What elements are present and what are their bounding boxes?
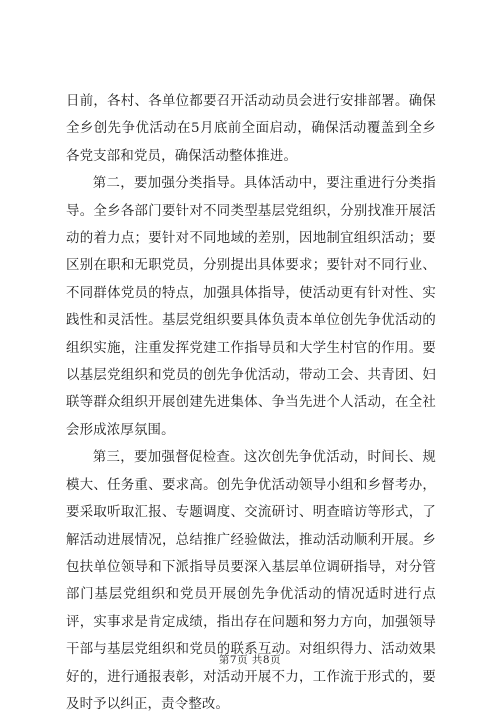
paragraph-2: 第二，要加强分类指导。具体活动中，要注重进行分类指导。全乡各部门要针对不同类型基层党组织，分别找准开展活动的着力点；要针对不同地域的差别，因地制宜组织活动；要区别在职和无职党员，分别提出具体要求；要针对不同行业、不同群体党员的特点，加强具体指导，使活动更有针对性、实践性和灵活性。基层党组织要具体负责本单位创先争优活动的组织实施，注重发挥党建工作指导员和大学生村官的作用。要以基层党组织和党员的创先争优活动，带动工会、共青团、妇联等群众组织开展创建先进集体、争当先进个人活动，在全社会形成浓厚氛围。 xyxy=(66,176,436,438)
paragraph-3: 第三，要加强督促检查。这次创先争优活动，时间长、规模大、任务重、要求高。创先争优活动领导小组和乡督考办，要采取听取汇报、专题调度、交流研讨、明查暗访等形式，了解活动进展情况，总结推广经验做法，推动活动顺利开展。乡包扶单位领导和下派指导员要深入基层单位调研指导，对分管部门基层党组织和党员开展创先争优活动的情况适时进行点评，实事求是肯定成绩，指出存在问题和努力方向，加强领导干部与基层党组织和党员的联系互动。对组织得力、活动效果好的，进行通报表彰，对活动开展不力，工作流于形式的，要及时予以纠正，责令整改。 xyxy=(66,450,436,712)
document-body xyxy=(66,88,436,718)
page-number-footer: 第7页 共8页 xyxy=(218,654,282,666)
paragraph-1: 日前，各村、各单位都要召开活动动员会进行安排部署。确保全乡创先争优活动在5月底前全面启动，确保活动覆盖到全乡各党支部和党员，确保活动整体推进。 xyxy=(66,94,436,164)
